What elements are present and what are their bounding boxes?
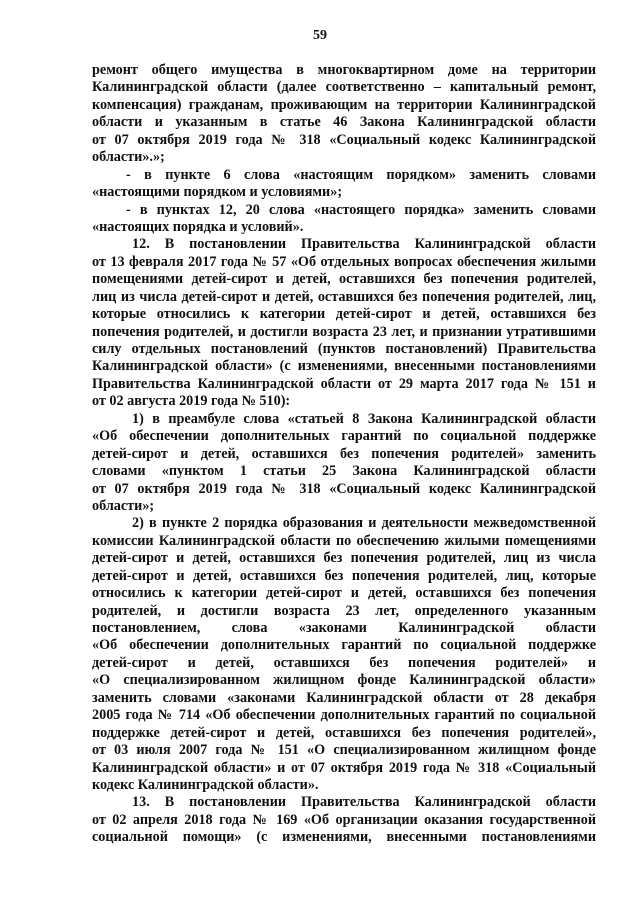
- text-line: помещениями детей-сирот и детей, оставшихся без попечения родителей,: [92, 271, 596, 288]
- text-line: лиц из числа детей-сирот и детей, оставшихся без попечения родителей, лиц,: [92, 288, 596, 305]
- text-line: от 02 апреля 2018 года № 169 «Об организации оказания государственной: [92, 811, 596, 828]
- text-line: области»;: [92, 497, 155, 514]
- text-line: 2005 года № 714 «Об обеспечении дополнительных гарантий по социальной: [92, 707, 596, 724]
- text-line: детей-сирот и детей, оставшихся без попечения родителей» заменить: [92, 445, 596, 462]
- document-body: [92, 62, 596, 847]
- text-line: попечения родителей, и достигли возраста 23 лет, и признании утратившими: [92, 323, 596, 340]
- text-line: детей-сирот и детей, оставшихся без попечения родителей, лиц, которые: [92, 567, 596, 584]
- text-line: «О специализированном жилищном фонде Калининградской области»: [92, 672, 596, 689]
- text-line: словами «пунктом 1 статьи 25 Закона Калининградской области: [92, 463, 596, 480]
- text-line: от 13 февраля 2017 года № 57 «Об отдельных вопросах обеспечения жилыми: [92, 253, 596, 270]
- text-line: 1) в преамбуле слова «статьей 8 Закона Калининградской области: [132, 410, 596, 427]
- text-line: кодекс Калининградской области».: [92, 776, 319, 793]
- text-line: 13. В постановлении Правительства Калининградской области: [132, 794, 596, 811]
- text-line: 2) в пункте 2 порядка образования и деятельности межведомственной: [132, 515, 596, 532]
- text-line: детей-сирот и детей, оставшихся без попечения родителей» и: [92, 654, 596, 671]
- page-number: 59: [313, 28, 327, 43]
- text-line: которые относились к категории детей-сирот и детей, оставшихся без: [92, 306, 596, 323]
- text-line: силу отдельных постановлений (пунктов постановлений) Правительства: [92, 341, 596, 357]
- text-line: - в пункте 6 слова «настоящим порядком» заменить словами: [126, 166, 596, 183]
- text-line: относились к категории детей-сирот и детей, оставшихся без попечения: [92, 585, 596, 602]
- text-line: - в пунктах 12, 20 слова «настоящего порядка» заменить словами: [126, 201, 596, 218]
- text-line: от 07 октября 2019 года № 318 «Социальный кодекс Калининградской: [92, 131, 596, 148]
- text-line: заменить словами «законами Калининградской области от 28 декабря: [92, 689, 596, 706]
- text-line: комиссии Калининградской области по обеспечению жилыми помещениями: [92, 532, 596, 549]
- text-line: родителей, и достигли возраста 23 лет, определенного указанным: [92, 602, 596, 619]
- text-line: 12. В постановлении Правительства Калининградской области: [132, 236, 596, 253]
- text-line: от 02 августа 2019 года № 510):: [92, 393, 291, 410]
- text-line: постановлением, слова «законами Калининградской области: [92, 620, 596, 636]
- text-line: социальной помощи» (с изменениями, внесенными постановлениями: [92, 829, 596, 846]
- text-line: детей-сирот и детей, оставшихся без попечения родителей, лиц из числа: [92, 550, 596, 567]
- text-line: Калининградской области» (с изменениями, внесенными постановлениями: [92, 358, 596, 375]
- text-line: от 03 июля 2007 года № 151 «О специализированном жилищном фонде: [92, 742, 596, 759]
- text-line: «настоящими порядком и условиями»;: [92, 184, 343, 201]
- text-line: области и указанным в статье 46 Закона Калининградской области: [92, 114, 596, 131]
- text-line: ремонт общего имущества в многоквартирном доме на территории: [92, 62, 596, 78]
- text-line: компенсация) гражданам, проживающим на территории Калининградской: [92, 96, 596, 113]
- text-line: «Об обеспечении дополнительных гарантий по социальной поддержке: [92, 428, 596, 445]
- text-line: области».»;: [92, 149, 165, 166]
- text-line: Правительства Калининградской области от 29 марта 2017 года № 151 и: [92, 375, 596, 392]
- text-line: Калининградской области» и от 07 октября 2019 года № 318 «Социальный: [92, 759, 596, 776]
- text-line: «Об обеспечении дополнительных гарантий по социальной поддержке: [92, 637, 596, 654]
- text-line: поддержке детей-сирот и детей, оставшихся без попечения родителей»,: [92, 724, 596, 741]
- text-line: от 07 октября 2019 года № 318 «Социальный кодекс Калининградской: [92, 480, 596, 497]
- text-line: «настоящих порядка и условий».: [92, 218, 304, 235]
- text-line: Калининградской области (далее соответственно – капитальный ремонт,: [92, 79, 596, 96]
